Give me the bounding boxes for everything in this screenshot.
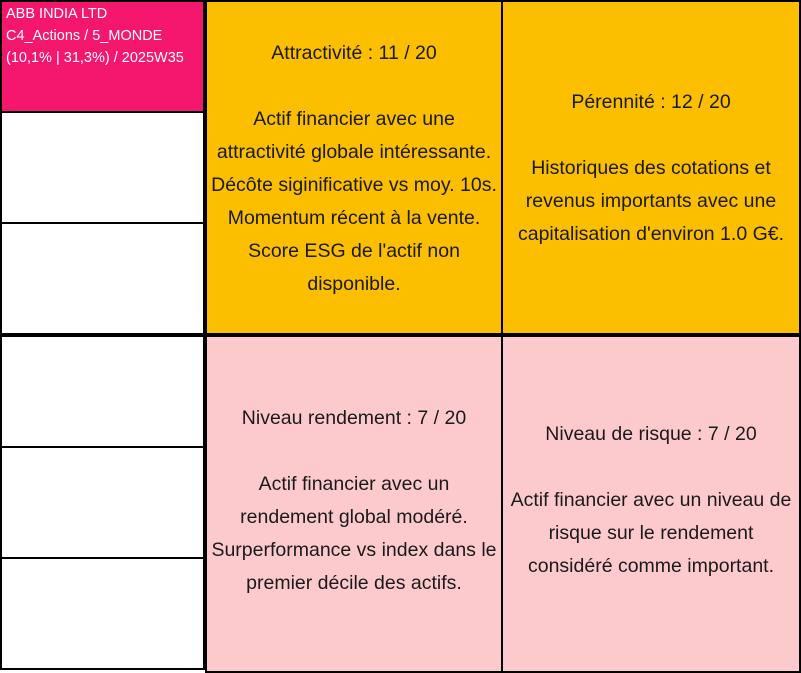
rendement-panel — [205, 335, 503, 673]
asset-category: C4_Actions / 5_MONDE — [6, 28, 163, 44]
perennite-line: Historiques des cotations et — [531, 157, 771, 179]
risque-title: Niveau de risque : 7 / 20 — [545, 422, 757, 445]
perennite-line: capitalisation d'environ 1.0 G€. — [517, 223, 785, 245]
rendement-line: Surperformance vs index dans le — [211, 539, 497, 561]
perennite-title: Pérennité : 12 / 20 — [571, 91, 731, 113]
blank-cell — [0, 335, 205, 448]
risque-line: Actif financier avec un niveau de — [510, 488, 792, 511]
risque-line: risque sur le rendement — [548, 521, 754, 544]
attractivite-title: Attractivité : 11 / 20 — [271, 41, 437, 64]
attractivite-line: Décôte siginificative vs moy. 10s. — [211, 173, 497, 196]
attractivite-panel — [205, 0, 503, 335]
rendement-line: rendement global modéré. — [240, 506, 468, 528]
risque-panel — [501, 335, 801, 673]
blank-cell — [0, 222, 205, 335]
asset-header — [0, 0, 205, 113]
rendement-title: Niveau rendement : 7 / 20 — [241, 407, 467, 429]
rendement-line: premier décile des actifs. — [246, 572, 462, 594]
blank-cell — [0, 111, 205, 224]
attractivite-line: Score ESG de l'actif non — [248, 239, 460, 262]
attractivite-line: Momentum récent à la vente. — [227, 206, 481, 229]
risque-line: considéré comme important. — [527, 554, 775, 577]
blank-cell — [0, 557, 205, 670]
asset-stats: (10,1% | 31,3%) / 2025W35 — [6, 50, 184, 66]
attractivite-line: Actif financier avec une — [253, 107, 455, 130]
perennite-panel — [501, 0, 801, 335]
rendement-line: Actif financier avec un — [258, 473, 450, 495]
perennite-line: revenus importants avec une — [525, 190, 777, 212]
asset-name: ABB INDIA LTD — [6, 6, 108, 22]
attractivite-line: disponible. — [307, 272, 401, 295]
blank-cell — [0, 446, 205, 559]
attractivite-line: attractivité globale intéressante. — [216, 140, 492, 163]
